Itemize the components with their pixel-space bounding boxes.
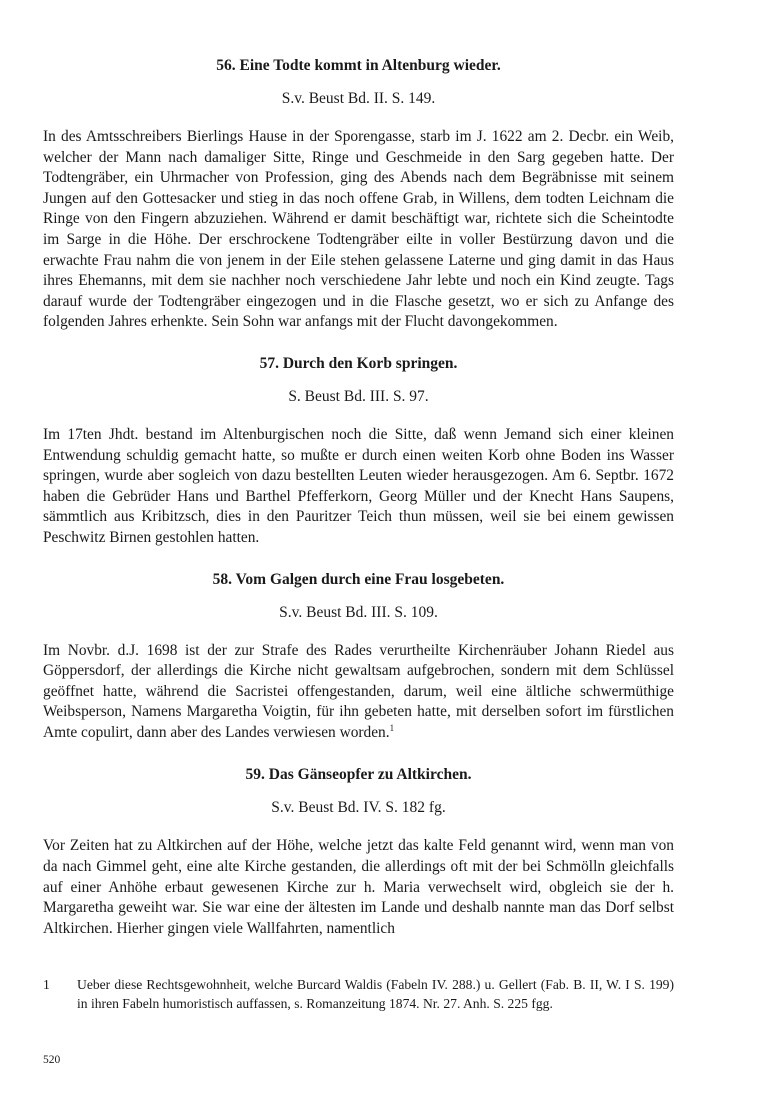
footnote-number: 1: [43, 977, 50, 992]
section-57: [43, 354, 674, 549]
section-59: [43, 765, 674, 939]
footnote-text: Ueber diese Rechtsgewohnheit, welche Burcard Waldis (Fabeln IV. 288.) u. Gellert (Fab. B. II, W. I S. 199) in ihren Fabeln humoristisch auffassen, s. Romanzeitung 1874. Nr. 27. Anh. S. 225 fgg.: [77, 977, 674, 1011]
section-source: S.v. Beust Bd. II. S. 149.: [281, 90, 436, 107]
page-number: 520: [43, 1054, 61, 1066]
section-source: S.v. Beust Bd. III. S. 109.: [279, 603, 438, 621]
page-body: [43, 56, 674, 939]
footnotes: [43, 976, 674, 1013]
section-heading: 56. Eine Todte kommt in Altenburg wieder.: [216, 57, 501, 74]
section-heading: 57. Durch den Korb springen.: [259, 354, 458, 372]
section-58: [43, 570, 674, 744]
section-text: [43, 641, 674, 744]
footnote: [43, 976, 674, 1013]
section-text: Im 17ten Jhdt. bestand im Altenburgischen noch die Sitte, daß wenn Jemand sich einer kleinen Entwendung schuldig gemacht hatte, so mußte er durch einen weiten Korb ohne Boden ins Wasser springen, wurde aber sogleich von dazu bestellten Leuten wieder herausgezogen. Am 6. Septbr. 1672 haben die Gebrüder Hans und Barthel Pfefferkorn, Georg Müller und der Knecht Hans Saupens, sämmtlich aus Kribitzsch, dies in den Pauritzer Teich thun müssen, weil sie bei einem gewissen Peschwitz Birnen gestohlen hatten.: [43, 425, 674, 546]
section-source: S.v. Beust Bd. IV. S. 182 fg.: [271, 799, 446, 817]
section-text-body: Im Novbr. d.J. 1698 ist der zur Strafe des Rades verurtheilte Kirchenräuber Johann Riedel aus Göppersdorf, der allerdings die Kirche nicht gewaltsam aufgebrochen, sondern mit dem Schlüssel geöffnet hatte, während die Sacristei offengestanden, darum, weil eine ältliche schwermüthige Weibsperson, Namens Margaretha Voigtin, für ihn gebeten hatte, mit derselben sofort im fürstlichen Amte copulirt, dann aber des Landes verwiesen worden.: [43, 641, 674, 741]
section-text: Vor Zeiten hat zu Altkirchen auf der Höhe, welche jetzt das kalte Feld genannt wird, wenn man von da nach Gimmel geht, eine alte Kirche gestanden, die allerdings oft mit der bei Schmölln gleichfalls auf einer Anhöhe erbaut gewesenen Kirche zur h. Maria verwechselt wird, obgleich sie der h. Margaretha geweiht war. Sie war eine der ältesten im Lande und deshalb nannte man das Dorf selbst Altkirchen. Hierher gingen viele Wallfahrten, namentlich: [43, 837, 674, 937]
section-heading: 58. Vom Galgen durch eine Frau losgebeten.: [212, 570, 505, 588]
footnote-reference[interactable]: 1: [389, 722, 395, 733]
section-source: S. Beust Bd. III. S. 97.: [288, 387, 429, 405]
section-text: In des Amtsschreibers Bierlings Hause in der Sporengasse, starb im J. 1622 am 2. Decbr. ein Weib, welcher der Mann nach damaliger Sitte, Ringe und Geschmeide in den Sarg gegeben hatte. Der Todtengräber, ein Uhrmacher von Profession, ging des Abends nach dem Begräbnisse mit seinem Jungen auf den Gottesacker und stieg in das noch offene Grab, in Willens, dem todten Leichnam die Ringe von den Fingern abzuziehen. Während er damit beschäftigt war, richtete sich die Scheintodte im Sarge in die Höhe. Der erschrockene Todtengräber eilte in voller Bestürzung davon und die erwachte Frau nahm die von jenem in der Eile stehen gelassene Laterne und ging damit in das Haus ihres Ehemanns, mit dem sie nachher noch verschiedene Jahr lebte und noch ein Kind zeugte. Tags darauf wurde der Todtengräber eingezogen und in die Flasche gesetzt, wo er sich zu Anfange des folgenden Jahres erhenkte. Sein Sohn war anfangs mit der Flucht davongekommen.: [43, 128, 674, 331]
section-56: [43, 56, 674, 333]
section-heading: 59. Das Gänseopfer zu Altkirchen.: [245, 766, 472, 784]
